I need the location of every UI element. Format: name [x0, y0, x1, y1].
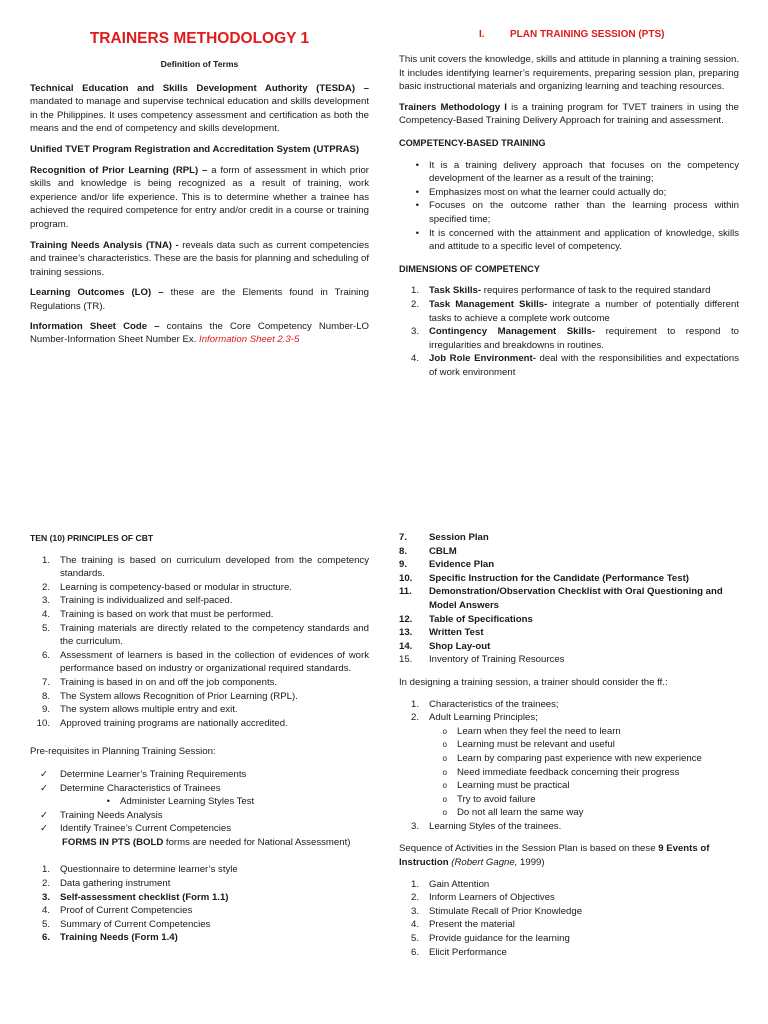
list-item — [399, 284, 739, 298]
number-marker: 3. — [41, 595, 50, 607]
list-item — [30, 594, 369, 608]
list-item-text: Identify Trainee’s Current Competencies — [60, 823, 231, 835]
list-item-text: Learn when they feel the need to learn — [457, 725, 621, 737]
left-top-column — [30, 30, 369, 347]
list-item-text: Training is based on work that must be performed. — [60, 608, 274, 620]
number-marker: 9. — [399, 559, 408, 571]
bullet-marker: • — [415, 200, 419, 212]
number-marker: 7. — [399, 532, 408, 543]
sequence-text — [399, 842, 739, 869]
list-item-text: Try to avoid failure — [457, 793, 536, 805]
list-item-text: Proof of Current Competencies — [60, 905, 193, 917]
principles-list — [30, 554, 369, 731]
list-item-text: Stimulate Recall of Prior Knowledge — [429, 905, 583, 917]
list-item — [30, 622, 369, 649]
list-item — [399, 186, 739, 200]
dimensions-heading: DIMENSIONS OF COMPETENCY — [399, 263, 540, 274]
list-item — [399, 698, 739, 712]
number-marker: 5. — [410, 933, 419, 945]
number-marker: 3. — [41, 891, 50, 903]
bullet-marker: • — [106, 796, 110, 808]
list-item — [30, 918, 369, 932]
list-item — [30, 676, 369, 690]
list-item-text: Approved training programs are nationally accredited. — [60, 717, 288, 729]
terms-list — [30, 82, 369, 314]
list-item-text: Present the material — [429, 919, 515, 931]
number-marker: 2. — [41, 878, 50, 890]
dimension-term: Job Role Environment- — [429, 353, 536, 365]
list-item — [399, 558, 739, 572]
term-definition — [30, 82, 369, 136]
check-icon: ✓ — [39, 768, 48, 780]
number-marker: 2. — [410, 712, 419, 724]
number-marker: 1. — [410, 285, 419, 297]
list-item — [399, 545, 739, 559]
term-text: a form of assessment in which prior skills and knowledge is being recognized as a result of training, work experience and/or life experience. This is to determine whether a trainee has achieved the required competence for entry and/or credit in a course or training program. — [30, 164, 369, 230]
list-item-text: Learning is competency-based or modular in structure. — [60, 581, 292, 593]
number-marker: 10. — [36, 717, 50, 729]
term-definition — [30, 286, 369, 313]
list-item — [399, 159, 739, 186]
list-item — [399, 613, 739, 627]
dimension-def: requires performance of task to the required standard — [481, 285, 711, 297]
number-marker: 6. — [41, 932, 50, 944]
list-item — [30, 863, 369, 877]
circle-bullet-marker: o — [442, 808, 447, 818]
list-item-text: Training Needs Analysis — [60, 809, 163, 821]
term-definition — [30, 239, 369, 280]
tm1-term: Trainers Methodology I — [399, 101, 507, 113]
list-item — [399, 878, 739, 892]
list-item-text: Learning must be relevant and useful — [457, 739, 615, 751]
list-item-text — [429, 284, 739, 298]
circle-bullet-marker: o — [442, 767, 447, 777]
list-item-text: Learning Styles of the trainees. — [429, 820, 562, 832]
list-item — [399, 820, 739, 834]
term-definition — [30, 143, 369, 157]
dimensions-list — [399, 284, 739, 379]
list-item-text: Shop Lay-out — [429, 640, 491, 652]
document-title: TRAINERS METHODOLOGY 1 — [89, 30, 310, 47]
number-marker: 3. — [410, 326, 419, 338]
number-marker: 4. — [41, 905, 50, 917]
info-sheet-definition — [30, 320, 369, 347]
number-marker: 1. — [410, 698, 419, 710]
term-separator: – — [151, 287, 171, 299]
list-item — [399, 298, 739, 325]
bullet-marker: • — [415, 186, 419, 198]
list-item-text: Table of Specifications — [429, 613, 533, 625]
list-item — [399, 793, 739, 807]
bullet-marker: • — [415, 227, 419, 239]
number-marker: 9. — [41, 704, 50, 716]
list-item-text: Determine Characteristics of Trainees — [60, 782, 221, 794]
forms-heading-bold: FORMS IN PTS (BOLD — [62, 836, 164, 848]
term-name: Learning Outcomes (LO) — [30, 287, 152, 299]
term-separator: – — [198, 164, 212, 176]
list-item-text: Self-assessment checklist (Form 1.1) — [60, 891, 229, 903]
list-item — [399, 752, 739, 766]
list-item — [399, 653, 739, 667]
list-item — [399, 199, 739, 226]
tm1-def: is a training program for TVET trainers in using the Competency-Based Training Delivery Approach for training and assessment. — [399, 101, 739, 127]
term-text: mandated to manage and supervise technical education and skills development in the Philippines. It uses competency assessment and certification as both the means and the end of competency and skills development. — [30, 96, 369, 135]
circle-bullet-marker: o — [442, 726, 447, 736]
list-item-text: Do not all learn the same way — [457, 807, 584, 819]
list-item — [399, 766, 739, 780]
list-item — [30, 904, 369, 918]
list-item — [30, 768, 369, 782]
list-item-text: Session Plan — [429, 532, 489, 543]
dimension-term: Contingency Management Skills- — [429, 326, 596, 338]
list-item-text — [429, 325, 739, 352]
cbt-heading: COMPETENCY-BASED TRAINING — [399, 137, 546, 148]
list-item-text: Questionnaire to determine learner’s style — [60, 864, 238, 876]
list-item — [30, 649, 369, 676]
circle-bullet-marker: o — [442, 781, 447, 791]
term-text: reveals data such as current competencies and trainee’s characteristics. These are the basis for planning and scheduling of training sessions. — [30, 239, 369, 278]
list-item — [399, 918, 739, 932]
list-item-text: It is a training delivery approach that focuses on the competency development of the learner as a result of the training; — [429, 159, 739, 185]
number-marker: 15. — [399, 654, 413, 666]
term-text: these are the Elements found in Training Regulations (TR). — [30, 287, 369, 312]
list-item-text: Summary of Current Competencies — [60, 918, 211, 930]
number-marker: 5. — [41, 918, 50, 930]
term-name: Unified TVET Program Registration and Accreditation System (UTPRAS) — [30, 143, 360, 155]
list-item — [30, 554, 369, 581]
designing-text: In designing a training session, a trainer should consider the ff.: — [399, 676, 668, 688]
dimension-term: Task Skills- — [429, 285, 482, 297]
number-marker: 4. — [410, 353, 419, 365]
check-icon: ✓ — [39, 809, 48, 821]
list-item-text — [429, 352, 739, 379]
dimension-term: Task Management Skills- — [429, 298, 548, 310]
number-marker: 3. — [410, 820, 419, 832]
list-item — [399, 325, 739, 352]
list-item-text — [429, 298, 739, 325]
list-item — [399, 640, 739, 654]
list-item — [399, 738, 739, 752]
sequence-lead: Sequence of Activities in the Session Plan is based on these — [399, 843, 659, 855]
check-icon: ✓ — [39, 823, 48, 835]
term-separator: – — [355, 82, 369, 94]
right-top-column — [399, 28, 739, 379]
list-item-text: Inventory of Training Resources — [429, 654, 565, 666]
number-marker: 7. — [41, 676, 50, 688]
section-title: PLAN TRAINING SESSION (PTS) — [510, 29, 665, 40]
list-item-text: Evidence Plan — [429, 559, 495, 571]
list-item-text: The System allows Recognition of Prior Learning (RPL). — [60, 690, 298, 702]
sequence-author: (Robert Gagne, — [448, 857, 518, 869]
sequence-year: 1999) — [517, 857, 545, 869]
list-item — [399, 946, 739, 960]
number-marker: 10. — [399, 572, 413, 584]
info-sheet-def: contains the Core Competency Number-LO Number-Information Sheet Number Ex. — [30, 320, 369, 346]
list-item — [30, 891, 369, 905]
number-marker: 11. — [399, 586, 412, 598]
forms-list — [30, 863, 369, 945]
consider-list — [399, 698, 739, 834]
list-item — [30, 795, 369, 809]
number-marker: 1. — [41, 554, 50, 566]
circle-bullet-marker: o — [442, 740, 447, 750]
forms-heading-rest: forms are needed for National Assessment) — [163, 836, 351, 848]
principles-heading: TEN (10) PRINCIPLES OF CBT — [30, 533, 154, 543]
list-item-text: The system allows multiple entry and exit. — [60, 704, 238, 716]
list-item — [399, 806, 739, 820]
left-bottom-column — [30, 532, 369, 945]
events-list — [399, 878, 739, 960]
list-item-text: Administer Learning Styles Test — [120, 796, 255, 808]
number-marker: 6. — [410, 946, 419, 958]
list-item — [399, 891, 739, 905]
info-sheet-example: Information Sheet 2.3-5 — [199, 334, 300, 346]
list-item — [399, 711, 739, 725]
list-item-text: Learn by comparing past experience with new experience — [457, 752, 702, 764]
right-bottom-column — [399, 531, 739, 959]
check-icon: ✓ — [39, 782, 48, 794]
list-item — [30, 877, 369, 891]
list-item — [399, 531, 739, 545]
list-item-text: The training is based on curriculum developed from the competency standards. — [60, 554, 369, 580]
section-heading — [399, 28, 739, 44]
list-item — [399, 227, 739, 254]
number-marker: 2. — [410, 892, 419, 904]
number-marker: 8. — [41, 690, 50, 702]
list-item — [399, 725, 739, 739]
dimension-def: requirement to respond to irregularities and breakdowns in routines. — [429, 326, 739, 351]
term-name: Training Needs Analysis (TNA) — [30, 239, 172, 251]
unit-intro: This unit covers the knowledge, skills and attitude in planning a training session. It includes identifying learner’s requirements, preparing session plan, preparing basic instructional materials and organizing learning and teaching resources. — [399, 54, 739, 93]
number-marker: 2. — [41, 581, 50, 593]
number-marker: 5. — [41, 622, 50, 634]
list-item — [399, 626, 739, 640]
list-item-text: Focuses on the outcome rather than the learning process within specified time; — [429, 200, 739, 225]
circle-bullet-marker: o — [442, 753, 447, 763]
definition-of-terms-heading: Definition of Terms — [160, 59, 239, 69]
list-item-text: Demonstration/Observation Checklist with Oral Questioning and Model Answers — [429, 586, 723, 611]
number-marker: 12. — [399, 613, 413, 625]
cbt-bullet-list — [399, 159, 739, 254]
dimension-def: deal with the responsibilities and expectations of work environment — [429, 353, 739, 378]
list-item-text: It is concerned with the attainment and application of knowledge, skills and attitude to a specific level of competency. — [429, 227, 739, 253]
number-marker: 4. — [410, 919, 419, 931]
number-marker: 4. — [41, 608, 50, 620]
prereq-list — [30, 768, 369, 836]
list-item-text: Need immediate feedback concerning their progress — [457, 766, 680, 778]
list-item-text: Written Test — [429, 627, 484, 639]
list-item — [399, 932, 739, 946]
list-item-text: Learning must be practical — [457, 780, 570, 792]
list-item-text: Characteristics of the trainees; — [429, 698, 559, 710]
list-item — [399, 585, 739, 612]
list-item-text: Training Needs (Form 1.4) — [60, 932, 178, 944]
list-item-text: Training materials are directly related to the competency standards and the curriculum. — [60, 622, 369, 648]
list-item — [399, 572, 739, 586]
list-item-text: Determine Learner’s Training Requirements — [60, 768, 247, 780]
list-item — [30, 581, 369, 595]
forms-heading — [30, 836, 369, 850]
info-sheet-term: Information Sheet Code – — [30, 320, 160, 332]
number-marker: 3. — [410, 905, 419, 917]
list-item-text: Inform Learners of Objectives — [429, 892, 555, 904]
list-item — [30, 608, 369, 622]
number-marker: 13. — [399, 627, 413, 639]
number-marker: 14. — [399, 640, 413, 652]
circle-bullet-marker: o — [442, 794, 447, 804]
number-marker: 1. — [41, 864, 50, 876]
section-number: I. — [479, 29, 485, 40]
list-item-text: Adult Learning Principles; — [429, 712, 538, 724]
list-item-text: Gain Attention — [429, 878, 490, 890]
number-marker: 2. — [410, 298, 419, 310]
number-marker: 6. — [41, 649, 50, 661]
list-item-text: CBLM — [429, 545, 457, 557]
bullet-marker: • — [415, 159, 419, 171]
list-item — [30, 717, 369, 731]
tm1-definition — [399, 101, 739, 128]
list-item-text: Data gathering instrument — [60, 878, 171, 890]
list-item — [30, 822, 369, 836]
list-item-text: Specific Instruction for the Candidate (Performance Test) — [429, 572, 689, 584]
list-item — [399, 779, 739, 793]
list-item-text: Assessment of learners is based in the collection of evidences of work performance based on industry or organizational required standards. — [60, 649, 369, 675]
list-item-text: Emphasizes most on what the learner could actually do; — [429, 186, 667, 198]
list-item — [30, 931, 369, 945]
list-item-text: Elicit Performance — [429, 946, 507, 958]
list-item — [399, 352, 739, 379]
sequence-bold: 9 Events of Instruction — [399, 843, 710, 869]
list-item — [30, 690, 369, 704]
forms-continued-list — [399, 531, 739, 667]
list-item-text: Training is based in on and off the job components. — [60, 676, 278, 688]
dimension-def: integrate a number of potentially different tasks to achieve a complete work outcome — [429, 298, 740, 324]
number-marker: 1. — [410, 878, 419, 890]
list-item — [30, 809, 369, 823]
list-item-text: Provide guidance for the learning — [429, 933, 570, 945]
list-item — [30, 703, 369, 717]
list-item-text: Training is individualized and self-paced. — [60, 595, 233, 607]
number-marker: 8. — [399, 545, 408, 557]
list-item — [30, 782, 369, 796]
term-definition — [30, 164, 369, 232]
term-name: Recognition of Prior Learning (RPL) — [30, 164, 199, 176]
list-item — [399, 905, 739, 919]
term-separator: - — [171, 239, 183, 251]
prereq-heading: Pre-requisites in Planning Training Session: — [30, 746, 216, 758]
term-name: Technical Education and Skills Development Authority (TESDA) — [30, 82, 356, 94]
